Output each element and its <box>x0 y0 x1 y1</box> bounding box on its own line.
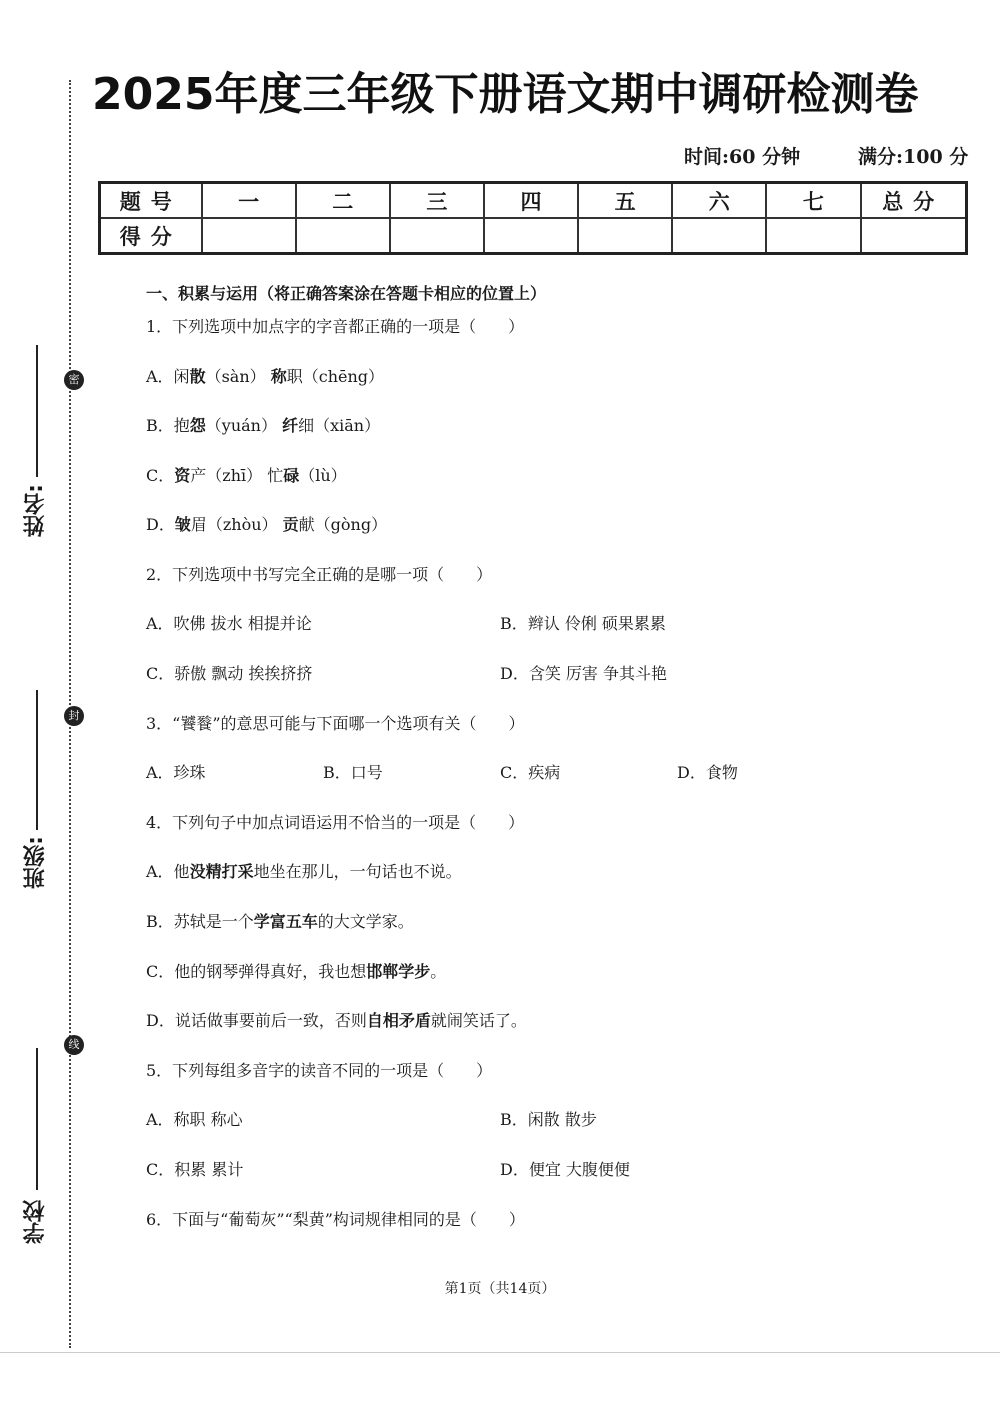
q5-option-d: D．便宜 大腹便便 <box>500 1160 630 1179</box>
score-cell[interactable] <box>202 218 296 254</box>
score-col-7: 七 <box>766 183 860 219</box>
q5-option-a: A．称职 称心 <box>146 1110 243 1129</box>
q5-option-b: B．闲散 散步 <box>500 1110 597 1129</box>
score-cell[interactable] <box>390 218 484 254</box>
seal-feng: 封 <box>64 706 84 726</box>
score-cell[interactable] <box>672 218 766 254</box>
q2-option-b: B．辫认 伶俐 硕果累累 <box>500 614 666 633</box>
score-col-4: 四 <box>484 183 578 219</box>
q1-option-b: B．抱怨（yuán） 纤细（xiān） <box>146 416 381 435</box>
school-write-line <box>36 1048 38 1190</box>
class-write-line <box>36 690 38 830</box>
score-row-label: 得分 <box>100 218 202 254</box>
class-label: 班级: <box>23 836 48 889</box>
score-col-total: 总分 <box>861 183 967 219</box>
page-footer: 第1页（共14页） <box>444 1281 556 1297</box>
q3-stem: 3．“饕餮”的意思可能与下面哪一个选项有关（ ） <box>146 714 525 733</box>
score-cell[interactable] <box>766 218 860 254</box>
exam-time: 时间:60 分钟 <box>684 146 801 168</box>
full-score: 满分:100 分 <box>858 146 969 168</box>
score-table-header-row <box>100 183 967 219</box>
seal-mi: 密 <box>64 370 84 390</box>
score-col-5: 五 <box>578 183 672 219</box>
page-title: 2025年度三年级下册语文期中调研检测卷 <box>92 69 919 120</box>
score-cell[interactable] <box>296 218 390 254</box>
q3-option-a: A．珍珠 <box>146 763 206 782</box>
score-table <box>98 181 968 255</box>
q4-stem: 4．下列句子中加点词语运用不恰当的一项是（ ） <box>146 813 525 832</box>
score-table-score-row <box>100 218 967 254</box>
q1-option-d: D．皱眉（zhòu） 贡献（gòng） <box>146 515 388 534</box>
score-col-2: 二 <box>296 183 390 219</box>
q1-option-c: C．资产（zhī） 忙碌（lù） <box>146 466 347 485</box>
q5-option-c: C．积累 累计 <box>146 1160 244 1179</box>
q1-option-a: A．闲散（sàn） 称职（chēng） <box>146 367 385 386</box>
q2-option-c: C．骄傲 飘动 挨挨挤挤 <box>146 664 313 683</box>
score-col-1: 一 <box>202 183 296 219</box>
score-col-3: 三 <box>390 183 484 219</box>
page-bottom-edge <box>0 1352 1000 1353</box>
question-number-header: 题号 <box>100 183 202 219</box>
q4-option-c: C．他的钢琴弹得真好，我也想邯郸学步。 <box>146 962 447 981</box>
seal-xian: 线 <box>64 1035 84 1055</box>
q2-option-a: A．吹佛 拔水 相提并论 <box>146 614 312 633</box>
q4-option-a: A．他没精打采地坐在那儿，一句话也不说。 <box>146 862 462 881</box>
score-col-6: 六 <box>672 183 766 219</box>
section-heading: 一、积累与运用（将正确答案涂在答题卡相应的位置上） <box>146 284 547 303</box>
q3-option-c: C．疾病 <box>500 763 561 782</box>
score-cell[interactable] <box>484 218 578 254</box>
q3-option-b: B．口号 <box>323 763 383 782</box>
school-label: 学校 <box>23 1200 48 1244</box>
q3-option-d: D．食物 <box>677 763 738 782</box>
q4-option-d: D．说话做事要前后一致，否则自相矛盾就闹笑话了。 <box>146 1011 527 1030</box>
q2-stem: 2．下列选项中书写完全正确的是哪一项（ ） <box>146 565 493 584</box>
q5-stem: 5．下列每组多音字的读音不同的一项是（ ） <box>146 1061 493 1080</box>
q4-option-b: B．苏轼是一个学富五车的大文学家。 <box>146 912 414 931</box>
score-cell[interactable] <box>861 218 967 254</box>
name-label: 姓名: <box>23 484 48 537</box>
name-write-line <box>36 345 38 477</box>
q6-stem: 6．下面与“葡萄灰”“梨黄”构词规律相同的是（ ） <box>146 1210 525 1229</box>
q1-stem: 1．下列选项中加点字的字音都正确的一项是（ ） <box>146 317 525 336</box>
score-cell[interactable] <box>578 218 672 254</box>
q2-option-d: D．含笑 厉害 争其斗艳 <box>500 664 668 683</box>
